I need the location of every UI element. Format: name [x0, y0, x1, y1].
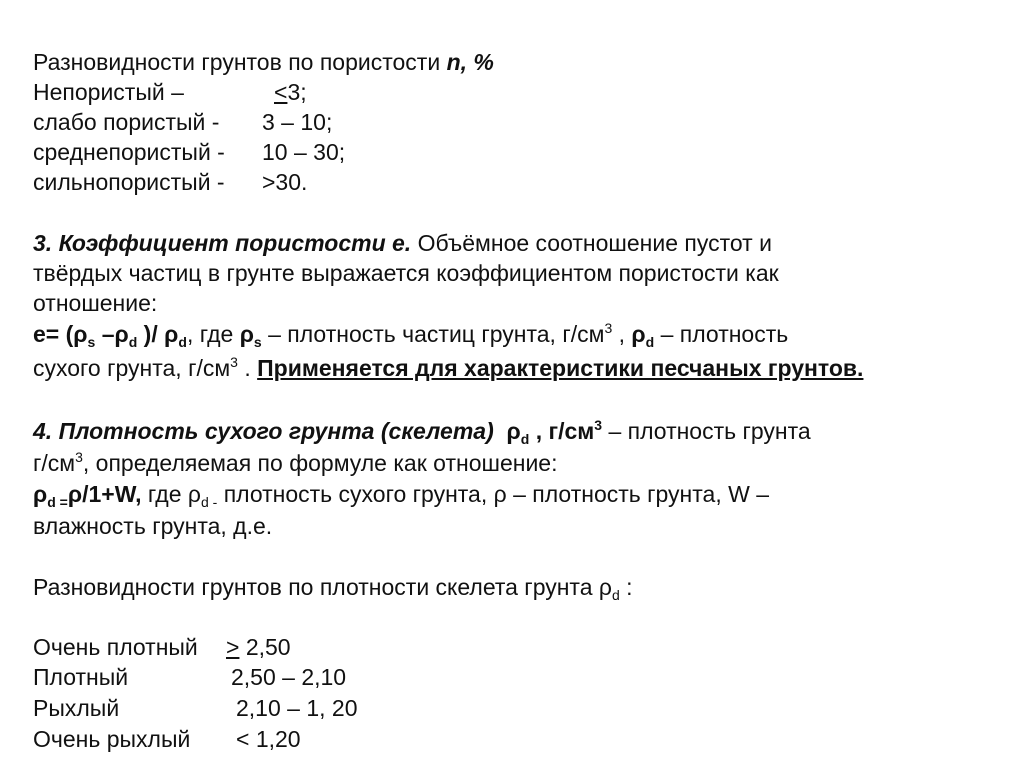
dry-density-formula: $\rho_{d =}\rho/1+W$, где $\rho_{d -}$ плотность сухого грунта, ρ – плотность грунта, W – — [33, 481, 769, 510]
row-name: сильнопористый - — [33, 169, 225, 195]
row-name: Очень плотный — [33, 634, 198, 660]
row-value: > 2,50 — [226, 634, 291, 660]
row-value: < 1,20 — [236, 726, 301, 752]
porosity-title-text: Разновидности грунтов по пористости — [33, 49, 447, 75]
porosity-row-weak — [33, 107, 333, 137]
section3-conclusion: сухого грунта, $г/см^3$ . Применяется для характеристики песчаных грунтов. — [33, 354, 864, 381]
row-name: среднепористый - — [33, 139, 225, 165]
porosity-row-strong — [33, 167, 308, 197]
row-name: Рыхлый — [33, 695, 120, 721]
row-name: Плотный — [33, 664, 129, 690]
row-name: Непористый – — [33, 79, 184, 105]
section4-heading-line: 4. Плотность сухого грунта (скелета) $\rho_d$ , $г/см^3$ – плотность грунта — [33, 417, 811, 447]
row-value: >30. — [262, 169, 308, 195]
row-name: слабо пористый - — [33, 109, 220, 135]
section4-text-line: влажность грунта, д.е. — [33, 513, 273, 539]
row-value: 2,50 – 2,10 — [231, 664, 347, 690]
row-value: 2,10 – 1, 20 — [236, 695, 358, 721]
density-row-dense — [33, 662, 347, 692]
porosity-title — [33, 47, 494, 77]
void-ratio-formula: $е= (\rho_s$ $-\rho_d$ )/ $\rho_d$, где $\rho_s$ – плотность частиц грунта, $г/см^3$ , $\rho_d$ – плотность — [33, 320, 789, 350]
row-value: 10 – 30; — [262, 139, 346, 165]
density-title: Разновидности грунтов по плотности скелета грунта $\rho_d$ : — [33, 574, 633, 603]
row-name: Очень рыхлый — [33, 726, 191, 752]
section3-text-line: отношение: — [33, 290, 158, 316]
section4-text-line: $г/см^3$, определяемая по формуле как отношение: — [33, 449, 558, 476]
row-value: <3; — [274, 79, 307, 105]
density-row-loose — [33, 693, 358, 723]
section3-text-line: твёрдых частиц в грунте выражается коэффициентом пористости как — [33, 260, 779, 286]
section3-heading-line: 3. Коэффициент пористости е. Объёмное соотношение пустот и — [33, 230, 772, 256]
sand-emphasis: Применяется для характеристики песчаных грунтов. — [257, 355, 864, 381]
section4-heading: 4. Плотность сухого грунта (скелета) — [33, 418, 494, 444]
porosity-row-medium — [33, 137, 346, 167]
section3-heading: 3. Коэффициент пористости е. — [33, 230, 412, 256]
density-row-very-dense — [33, 632, 291, 662]
porosity-variable: n, % — [446, 49, 494, 75]
density-row-very-loose — [33, 724, 301, 754]
row-value: 3 – 10; — [262, 109, 333, 135]
porosity-row-nonporous — [33, 77, 307, 107]
